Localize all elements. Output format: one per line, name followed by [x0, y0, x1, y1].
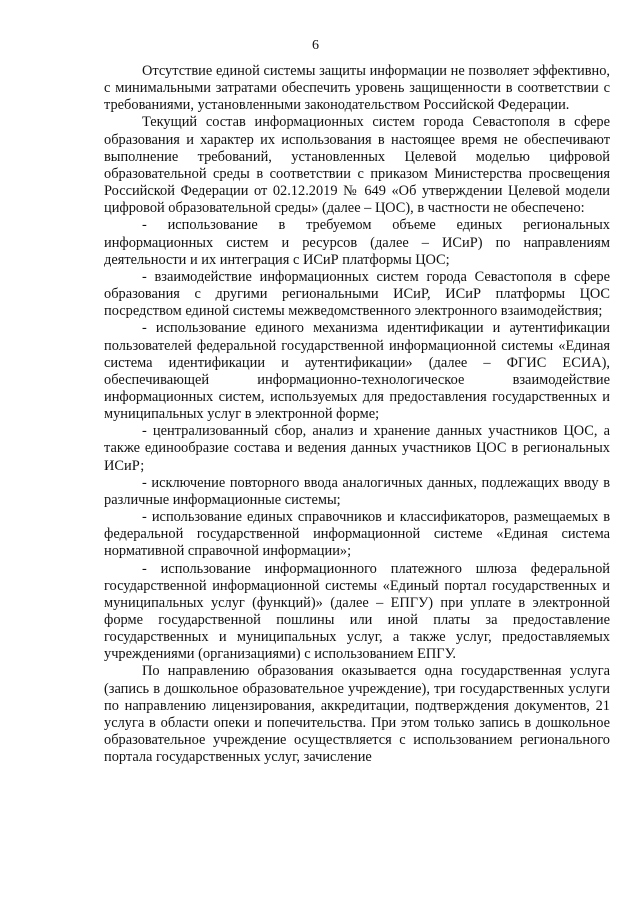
- paragraph: Отсутствие единой системы защиты информации не позволяет эффективно, с минимальными затратами обеспечить уровень защищенности в соответствии с требованиями, установленными законодательством Российской Федерации.: [104, 63, 610, 114]
- page-number: 6: [312, 38, 319, 53]
- list-item: - использование единых справочников и классификаторов, размещаемых в федеральной государственной информационной системе «Единая система нормативной справочной информации»;: [104, 509, 610, 560]
- document-body: [104, 63, 610, 766]
- list-item: - использование единого механизма идентификации и аутентификации пользователей федеральной государственной информационной системы «Единая система идентификации и аутентификации» (далее – ФГИС ЕСИА), обеспечивающей информационно-технологическое взаимодействие информационных систем, используемых для предоставления государственных и муниципальных услуг в электронной форме;: [104, 320, 610, 423]
- paragraph: Текущий состав информационных систем города Севастополя в сфере образования и характер их использования в настоящее время не обеспечивают выполнение требований, установленных Целевой моделью цифровой образовательной среды в соответствии с приказом Министерства просвещения Российской Федерации от 02.12.2019 № 649 «Об утверждении Целевой модели цифровой образовательной среды» (далее – ЦОС), в частности не обеспечено:: [104, 114, 610, 217]
- list-item: - использование в требуемом объеме единых региональных информационных систем и ресурсов (далее – ИСиР) по направлениям деятельности и их интеграция с ИСиР платформы ЦОС;: [104, 217, 610, 268]
- list-item: - централизованный сбор, анализ и хранение данных участников ЦОС, а также единообразие состава и ведения данных участников ЦОС в региональных ИСиР;: [104, 423, 610, 474]
- list-item: - исключение повторного ввода аналогичных данных, подлежащих вводу в различные информационные системы;: [104, 474, 610, 508]
- list-item: - взаимодействие информационных систем города Севастополя в сфере образования с другими региональными ИСиР, ИСиР платформы ЦОС посредством единой системы межведомственного электронного взаимодействия;: [104, 268, 610, 320]
- paragraph: По направлению образования оказывается одна государственная услуга (запись в дошкольное образовательное учреждение), три государственных услуги по направлению лицензирования, аккредитации, подтверждения документов, 21 услуга в области опеки и попечительства. При этом только запись в дошкольное образовательное учреждение осуществляется с использованием регионального портала государственных услуг, зачисление: [104, 663, 610, 766]
- list-item: - использование информационного платежного шлюза федеральной государственной информационной системы «Единый портал государственных и муниципальных услуг (функций)» (далее – ЕПГУ) при уплате в электронной форме государственной пошлины или иной платы за предоставление государственных и муниципальных услуг, а также услуг, предоставляемых учреждениями (организациями) с использованием ЕПГУ.: [104, 560, 610, 663]
